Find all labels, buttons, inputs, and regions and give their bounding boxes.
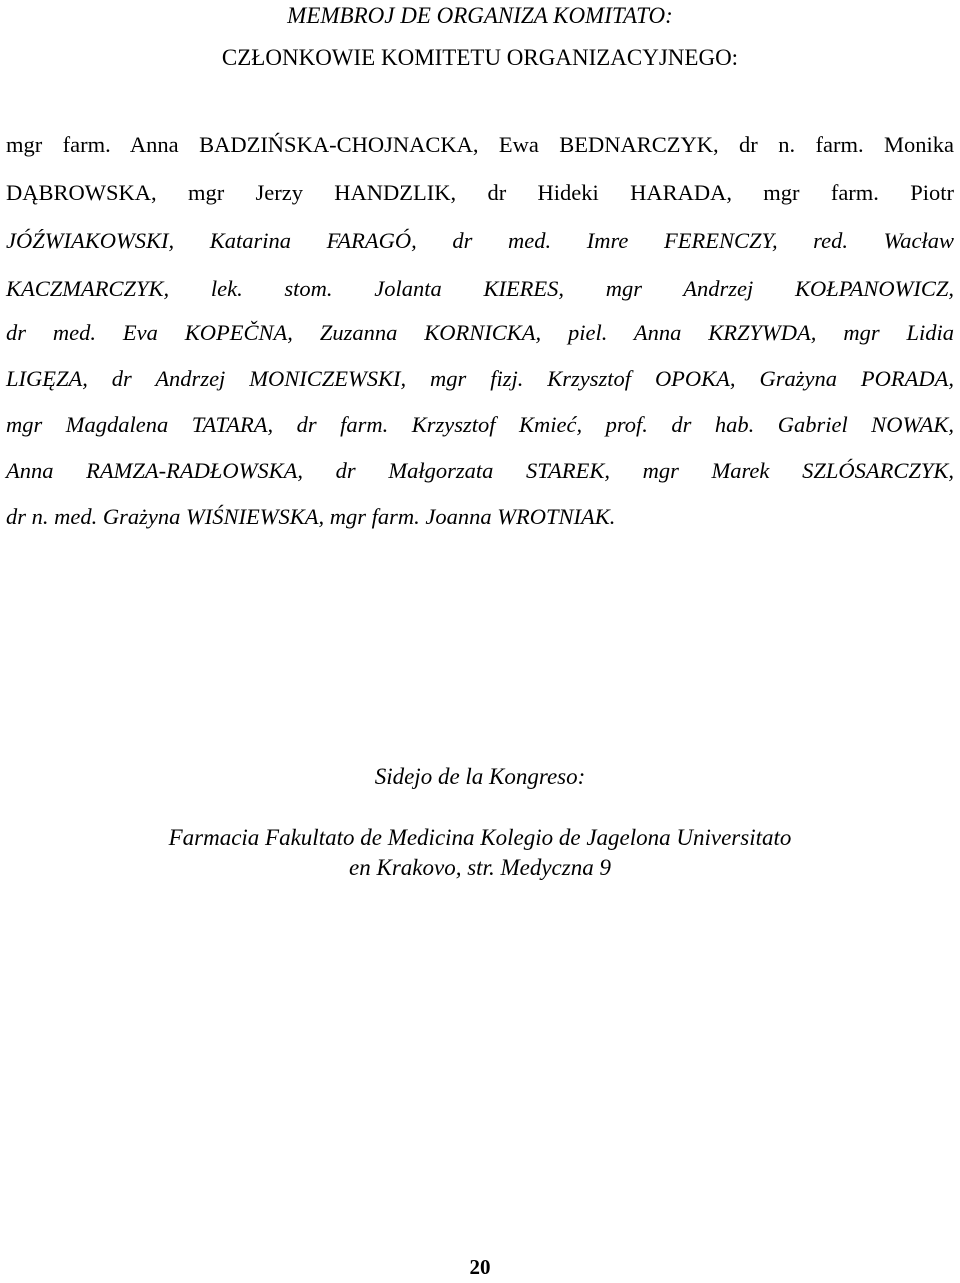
venue-address-line-1: Farmacia Fakultato de Medicina Kolegio de Jagelona Universitato	[168, 825, 792, 850]
members-line-6: LIGĘZA, dr Andrzej MONICZEWSKI, mgr fizj. Krzysztof OPOKA, Grażyna PORADA,	[6, 366, 954, 391]
page-number: 20	[469, 1255, 491, 1279]
members-line-1: mgr farm. Anna BADZIŃSKA-CHOJNACKA, Ewa BEDNARCZYK, dr n. farm. Monika	[6, 132, 954, 157]
members-line-2: DĄBROWSKA, mgr Jerzy HANDZLIK, dr Hideki HARADA, mgr farm. Piotr	[6, 180, 954, 205]
members-line-3: JÓŹWIAKOWSKI, Katarina FARAGÓ, dr med. Imre FERENCZY, red. Wacław	[6, 228, 954, 253]
venue-address-line-2: en Krakovo, str. Medyczna 9	[349, 855, 611, 880]
committee-heading-polish: CZŁONKOWIE KOMITETU ORGANIZACYJNEGO:	[221, 45, 739, 70]
venue-heading: Sidejo de la Kongreso:	[374, 764, 586, 789]
members-line-9: dr n. med. Grażyna WIŚNIEWSKA, mgr farm. Joanna WROTNIAK.	[6, 504, 616, 529]
members-line-7: mgr Magdalena TATARA, dr farm. Krzysztof Kmieć, prof. dr hab. Gabriel NOWAK,	[6, 412, 954, 437]
committee-heading-esperanto: MEMBROJ DE ORGANIZA KOMITATO:	[287, 3, 673, 28]
members-line-4: KACZMARCZYK, lek. stom. Jolanta KIERES, mgr Andrzej KOŁPANOWICZ,	[6, 276, 954, 301]
members-line-8: Anna RAMZA-RADŁOWSKA, dr Małgorzata STAREK, mgr Marek SZLÓSARCZYK,	[6, 458, 954, 483]
members-line-5: dr med. Eva KOPEČNA, Zuzanna KORNICKA, piel. Anna KRZYWDA, mgr Lidia	[6, 320, 954, 345]
